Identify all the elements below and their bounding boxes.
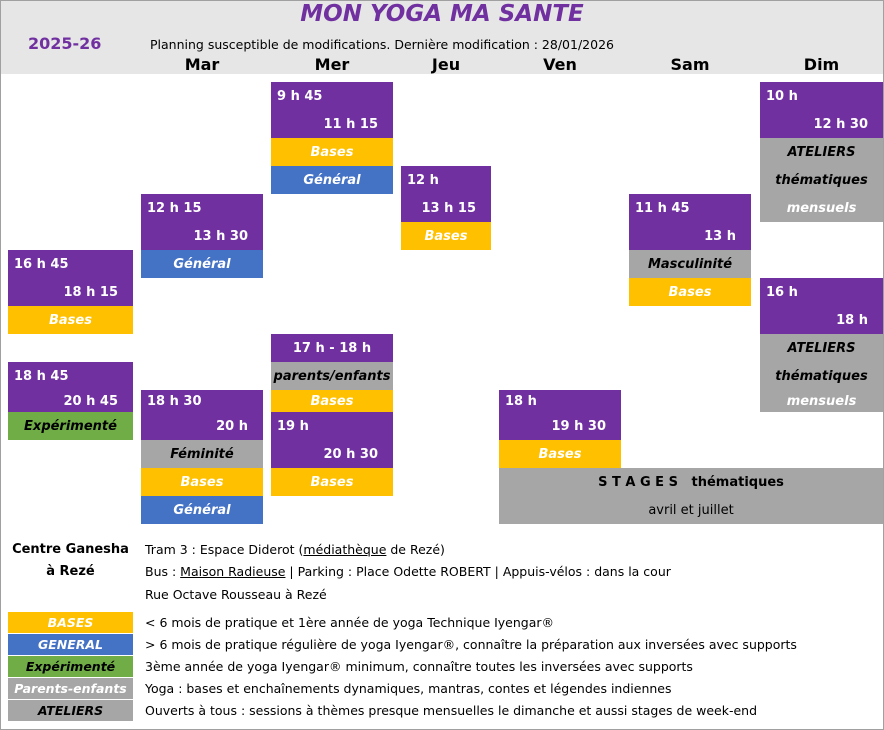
legend-parents-enfants-text: Yoga : bases et enchaînements dynamiques, mantras, contes et légendes indiennes	[145, 681, 672, 696]
legend-ateliers-text: Ouverts à tous : sessions à thèmes presque mensuelles le dimanche et aussi stages de week-end	[145, 703, 758, 718]
bus-text: Bus :	[145, 564, 181, 579]
class-level-bases: Bases	[141, 468, 263, 496]
legend-bases-swatch: BASES	[8, 612, 133, 633]
class-theme-feminite: Féminité	[141, 440, 263, 468]
class-time: 17 h - 18 h	[271, 334, 393, 362]
class-level-bases: Bases	[499, 440, 621, 468]
legend-experimente-text: 3ème année de yoga Iyengar® minimum, connaître toutes les inversées avec supports	[145, 659, 693, 674]
legend-bases-text: < 6 mois de pratique et 1ère année de yoga Technique Iyengar®	[145, 615, 555, 630]
class-start-time: 18 h 45	[8, 362, 133, 390]
class-start-time: 11 h 45	[629, 194, 751, 222]
class-level-experimente: Expérimenté	[8, 412, 133, 440]
stages-title: S T A G E S thématiques	[499, 468, 883, 496]
bus-info	[145, 564, 671, 579]
stages-period: avril et juillet	[499, 496, 883, 524]
class-end-time: 18 h 15	[8, 278, 133, 306]
atelier-theme: thématiques	[760, 166, 883, 194]
day-header-dim: Dim	[803, 55, 840, 74]
class-level-bases: Bases	[629, 278, 751, 306]
location-name: Centre Ganesha	[12, 542, 129, 557]
class-end-time: 13 h 15	[401, 194, 491, 222]
class-end-time: 18 h	[760, 306, 883, 334]
class-end-time: 13 h	[629, 222, 751, 250]
class-start-time: 18 h	[499, 390, 621, 412]
legend-ateliers-swatch: ATELIERS	[8, 700, 133, 721]
class-end-time: 20 h 45	[8, 390, 133, 412]
atelier-label: ATELIERS	[760, 138, 883, 166]
legend-general-swatch: GENERAL	[8, 634, 133, 655]
atelier-frequency: mensuels	[760, 194, 883, 222]
class-end-time: 11 h 15	[271, 110, 393, 138]
class-level-bases: Bases	[271, 468, 393, 496]
class-level-bases: Bases	[8, 306, 133, 334]
class-start-time: 12 h 15	[141, 194, 263, 222]
day-header-sam: Sam	[670, 55, 710, 74]
class-start-time: 16 h 45	[8, 250, 133, 278]
legend-parents-enfants-swatch: Parents-enfants	[8, 678, 133, 699]
class-level-bases: Bases	[271, 138, 393, 166]
day-header-mar: Mar	[184, 55, 220, 74]
class-start-time: 10 h	[760, 82, 883, 110]
tram-text: Tram 3 : Espace Diderot (	[145, 542, 304, 557]
class-level-general: Général	[271, 166, 393, 194]
class-end-time: 20 h	[141, 412, 263, 440]
class-end-time: 19 h 30	[499, 412, 621, 440]
update-notice: Planning susceptible de modifications. Dernière modification : 28/01/2026	[150, 37, 614, 52]
class-level-general: Général	[141, 250, 263, 278]
maison-radieuse-link[interactable]: Maison Radieuse	[180, 564, 286, 579]
day-header-ven: Ven	[543, 55, 577, 74]
parking-text: | Parking : Place Odette ROBERT | Appuis-vélos : dans la cour	[285, 564, 671, 579]
class-start-time: 18 h 30	[141, 390, 263, 412]
class-start-time: 16 h	[760, 278, 883, 306]
class-theme-masculinite: Masculinité	[629, 250, 751, 278]
class-end-time: 20 h 30	[271, 440, 393, 468]
class-level-bases: Bases	[271, 390, 393, 412]
street-address: Rue Octave Rousseau à Rezé	[145, 587, 327, 602]
atelier-frequency: mensuels	[760, 390, 883, 412]
day-header-jeu: Jeu	[431, 55, 461, 74]
season-label: 2025-26	[28, 34, 102, 53]
mediatheque-link[interactable]: médiathèque	[303, 542, 387, 557]
class-end-time: 12 h 30	[760, 110, 883, 138]
class-level-bases: Bases	[401, 222, 491, 250]
atelier-label: ATELIERS	[760, 334, 883, 362]
tram-info	[145, 542, 445, 557]
class-level-general: Général	[141, 496, 263, 524]
class-end-time: 13 h 30	[141, 222, 263, 250]
location-city: à Rezé	[46, 564, 95, 579]
page-title: MON YOGA MA SANTE	[300, 1, 584, 27]
atelier-theme: thématiques	[760, 362, 883, 390]
class-theme-parents-enfants: parents/enfants	[271, 362, 393, 390]
class-start-time: 9 h 45	[271, 82, 393, 110]
day-header-mer: Mer	[314, 55, 350, 74]
tram-text-end: de Rezé)	[386, 542, 445, 557]
class-start-time: 19 h	[271, 412, 393, 440]
legend-experimente-swatch: Expérimenté	[8, 656, 133, 677]
class-start-time: 12 h	[401, 166, 491, 194]
legend-general-text: > 6 mois de pratique régulière de yoga Iyengar®, connaître la préparation aux inversées avec supports	[145, 637, 797, 652]
